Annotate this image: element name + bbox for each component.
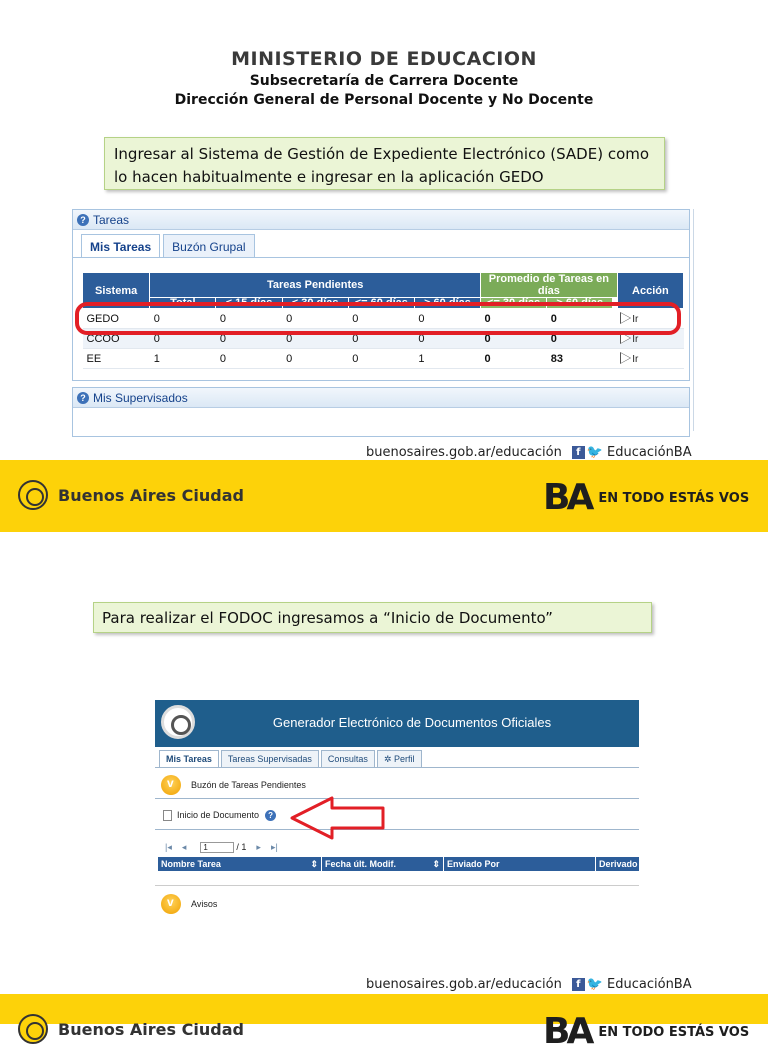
cell-value: 0 [216,329,282,349]
cell-value: 0 [348,349,414,369]
next-page-icon[interactable]: ▸ [256,841,261,852]
city-brand [18,1014,244,1044]
tab-buzon-grupal[interactable]: Buzón Grupal [163,234,254,258]
cell-value: 0 [481,309,547,329]
help-icon[interactable]: ? [77,214,89,226]
document-header [0,48,768,108]
social-handle[interactable]: EducaciónBA [607,976,692,992]
prev-page-icon[interactable]: ◂ [181,841,187,852]
city-name: Buenos Aires Ciudad [58,1019,244,1039]
ba-slogan: EN TODO ESTÁS VOS [598,1024,750,1040]
tab-perfil[interactable]: ✲ Perfil [377,750,422,767]
ir-action[interactable]: Ir [617,349,683,369]
table-row [83,349,684,369]
social-handle[interactable]: EducaciónBA [607,444,692,460]
cell-value: 0 [481,349,547,369]
cell-value: 0 [150,309,216,329]
buzon-label[interactable]: Buzón de Tareas Pendientes [191,780,306,790]
cell-value: 0 [414,309,480,329]
col-fecha-modif[interactable]: Fecha últ. Modif. ⇕ [322,857,444,871]
cell-value: 0 [414,329,480,349]
gedo-tabs [159,750,424,767]
ba-brand [543,477,750,518]
tareas-panel-title: Tareas [93,212,130,227]
direction-subtitle: Dirección General de Personal Docente y No Docente [174,92,594,108]
cell-value: 0 [282,309,348,329]
ba-slogan: EN TODO ESTÁS VOS [598,490,750,506]
cell-sistema: GEDO [83,309,150,329]
gedo-screenshot [155,700,639,920]
col-lt30[interactable]: < 30 días [282,298,348,309]
col-prom-gt60[interactable]: > 60 días [547,298,613,309]
col-lt15[interactable]: < 15 días [216,298,282,309]
tareas-panel [72,209,690,381]
website-link[interactable]: buenosaires.gob.ar/educación [366,976,562,992]
page-number-input[interactable]: 1 [200,842,234,853]
cell-sistema: CCOO [83,329,150,349]
col-total[interactable]: Total [150,298,216,309]
cell-sistema: EE [83,349,150,369]
footer-band [0,994,768,1052]
col-prom-le30[interactable]: <= 30 días [481,298,547,309]
inicio-documento-row[interactable] [155,807,639,823]
ir-action[interactable]: Ir [617,329,683,349]
cell-value: 0 [547,309,613,329]
ba-logo: BA [543,1011,591,1052]
col-gt60[interactable]: > 60 días [414,298,480,309]
help-icon[interactable]: ? [77,392,89,404]
gear-icon: ✲ [383,754,394,764]
supervisados-panel [72,387,690,437]
cell-value: 0 [348,309,414,329]
tab-tareas-supervisadas[interactable]: Tareas Supervisadas [221,750,319,767]
page-total: / 1 [236,842,247,852]
col-derivado[interactable]: Derivado [599,859,638,869]
website-link[interactable]: buenosaires.gob.ar/educación [366,444,562,460]
tareas-tabs [81,234,258,258]
tab-mis-tareas[interactable]: Mis Tareas [81,234,160,258]
city-brand [18,480,244,510]
ir-action[interactable]: Ir [617,309,683,329]
cell-value: 83 [547,349,613,369]
supervisados-panel-header [73,388,689,408]
city-name: Buenos Aires Ciudad [58,485,244,505]
inicio-documento-link[interactable]: Inicio de Documento [177,810,260,820]
cell-value: 0 [282,329,348,349]
tareas-grid-header [158,857,639,871]
tareas-panel-header [73,210,689,230]
ba-brand [543,1011,750,1052]
city-seal-icon [18,1014,48,1044]
supervisados-panel-title: Mis Supervisados [93,390,188,405]
ministry-title: MINISTERIO DE EDUCACION [231,48,537,70]
cell-value: 0 [216,349,282,369]
cell-value: 0 [282,349,348,369]
red-arrow-icon [290,796,390,840]
instruction-box-fodoc: Para realizar el FODOC ingresamos a “Inicio de Documento” [93,602,652,633]
col-tareas-pendientes: Tareas Pendientes [150,273,481,298]
col-sistema: Sistema [83,273,150,309]
cell-value: 1 [414,349,480,369]
ba-logo: BA [543,477,591,518]
avisos-label[interactable]: Avisos [191,899,218,909]
avisos-row[interactable] [155,893,639,915]
col-accion: Acción [617,273,683,309]
document-icon [163,810,172,821]
footer-band [0,460,768,532]
instruction-box-sade: Ingresar al Sistema de Gestión de Expediente Electrónico (SADE) como lo hacen habitualmente e ingresar en la aplicación GEDO [104,137,665,190]
pager [155,840,639,854]
avisos-icon [161,894,181,914]
cell-value: 0 [150,329,216,349]
cell-value: 1 [150,349,216,369]
tab-consultas[interactable]: Consultas [321,750,375,767]
last-page-icon[interactable]: ▸| [270,841,278,852]
buzon-icon [161,775,181,795]
help-icon[interactable]: ? [265,810,276,821]
col-nombre-tarea[interactable]: Nombre Tarea ⇕ [158,857,322,871]
twitter-icon[interactable]: 🐦 [586,976,604,992]
gedo-highlight-oval [75,302,681,335]
gedo-title: Generador Electrónico de Documentos Oficiales [272,715,552,730]
gedo-header [155,700,639,747]
cell-value: 0 [348,329,414,349]
play-icon [621,353,630,363]
buzon-row[interactable] [155,774,639,796]
col-promedio: Promedio de Tareas en días [481,273,618,298]
col-le60[interactable]: <= 60 días [348,298,414,309]
subsecretariat-subtitle: Subsecretaría de Carrera Docente [249,73,519,89]
facebook-icon[interactable]: f [572,446,585,459]
cell-value: 0 [481,329,547,349]
cell-value: 0 [216,309,282,329]
cell-value: 0 [547,329,613,349]
facebook-icon[interactable]: f [572,978,585,991]
city-seal-icon [18,480,48,510]
tab-mis-tareas[interactable]: Mis Tareas [159,750,219,767]
twitter-icon[interactable]: 🐦 [586,444,604,460]
first-page-icon[interactable]: |◂ [165,841,172,852]
col-enviado-por[interactable]: Enviado Por [444,857,596,871]
